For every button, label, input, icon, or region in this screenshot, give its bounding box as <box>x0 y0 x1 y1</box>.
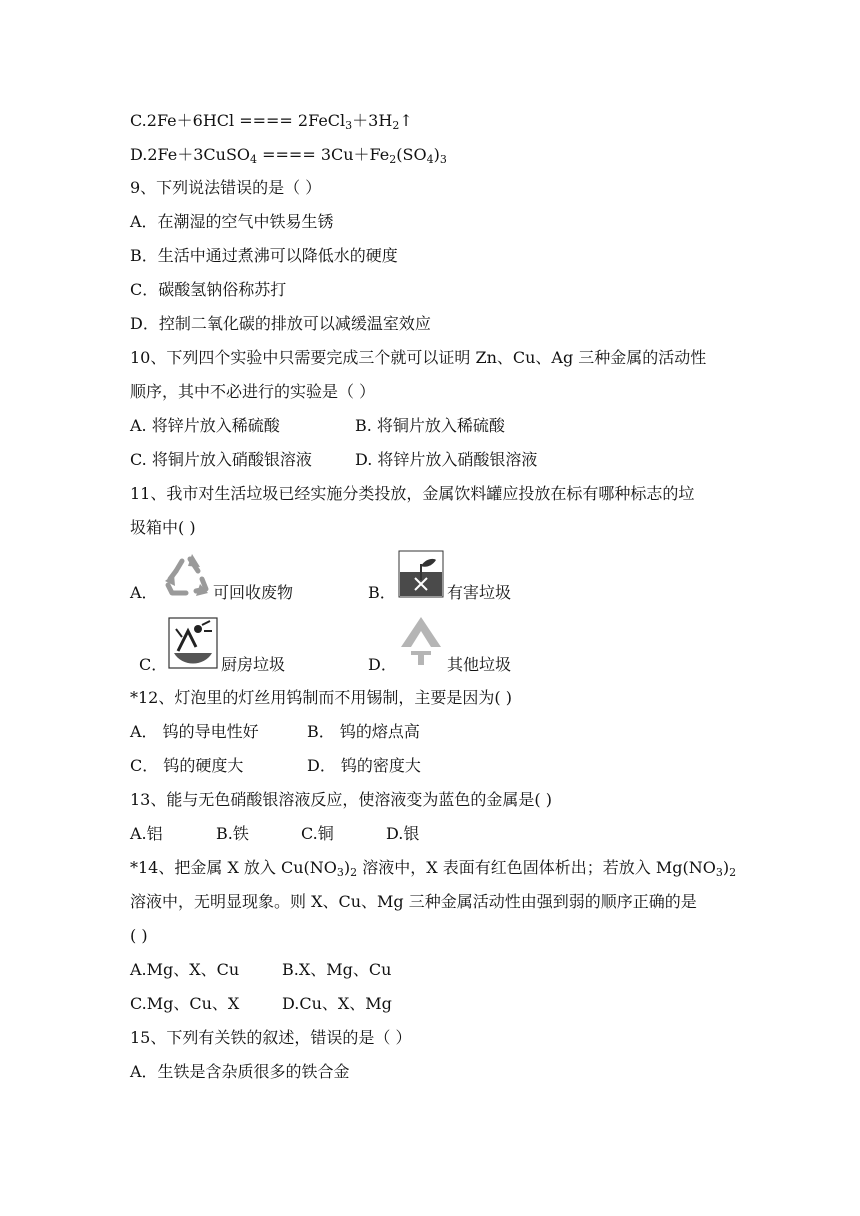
q14-option-c: C.Mg、Cu、X <box>130 994 240 1013</box>
q11-option-c-letter: C． <box>139 655 168 674</box>
q11-option-c-label: 厨房垃圾 <box>221 655 286 674</box>
q10-stem-line1: 10、下列四个实验中只需要完成三个就可以证明 Zn、Cu、Ag 三种金属的活动性 <box>130 348 707 367</box>
subscript: 4 <box>250 153 258 166</box>
q13-option-a: A.铝 <box>130 824 163 843</box>
q12-option-b: B． 钨的熔点高 <box>307 722 420 741</box>
q8-option-c <box>130 111 413 131</box>
subscript: 3 <box>336 866 344 879</box>
q12-option-d: D． 钨的密度大 <box>307 756 421 775</box>
q13-option-b: B.铁 <box>216 824 249 843</box>
q14-option-a: A.Mg、X、Cu <box>130 960 240 979</box>
q8-d-text-4: ) <box>433 145 440 164</box>
q8-option-d <box>130 145 447 165</box>
q15-stem: 15、下列有关铁的叙述，错误的是（ ） <box>130 1028 412 1047</box>
q8-d-text-2: ==== 3Cu＋Fe <box>257 145 390 164</box>
q11-option-b-letter: B． <box>368 583 396 602</box>
q10-option-c: C. 将铜片放入硝酸银溶液 <box>130 450 312 469</box>
hazardous-waste-icon <box>398 550 444 598</box>
subscript: 3 <box>439 153 447 166</box>
q8-c-text: C.2Fe＋6HCl ==== 2FeCl <box>130 111 346 130</box>
q13-option-c: C.铜 <box>301 824 334 843</box>
q14-stem-part1: *14、把金属 X 放入 Cu(NO <box>130 858 337 877</box>
q11-option-b-label: 有害垃圾 <box>447 583 512 602</box>
q14-stem-part4: ) <box>722 858 730 877</box>
other-waste-icon <box>397 615 445 667</box>
q10-option-d: D. 将锌片放入硝酸银溶液 <box>355 450 538 469</box>
subscript: 3 <box>345 119 353 132</box>
q11-option-d-letter: D． <box>368 655 397 674</box>
q9-option-c: C．碳酸氢钠俗称苏打 <box>130 280 287 299</box>
q9-option-a: A．在潮湿的空气中铁易生锈 <box>130 212 334 231</box>
gas-arrow: ↑ <box>399 111 413 130</box>
kitchen-waste-icon <box>168 617 218 669</box>
q12-option-c: C． 钨的硬度大 <box>130 756 244 775</box>
q8-c-text-2: ＋3H <box>352 111 393 130</box>
q13-option-d: D.银 <box>386 824 420 843</box>
q14-stem-part3: 溶液中，X 表面有红色固体析出；若放入 Mg(NO <box>357 858 716 877</box>
q14-option-b: B.X、Mg、Cu <box>282 960 392 979</box>
q14-stem-line3: ( ) <box>130 926 148 945</box>
q10-option-b: B. 将铜片放入稀硫酸 <box>355 416 505 435</box>
q14-stem-line2: 溶液中，无明显现象。则 X、Cu、Mg 三种金属活动性由强到弱的顺序正确的是 <box>130 892 697 911</box>
q10-option-a: A. 将锌片放入稀硫酸 <box>130 416 280 435</box>
q9-stem: 9、下列说法错误的是（ ） <box>130 178 322 197</box>
q9-option-b: B．生活中通过煮沸可以降低水的硬度 <box>130 246 398 265</box>
q15-option-a: A．生铁是含杂质很多的铁合金 <box>130 1062 350 1081</box>
q9-option-d: D．控制二氧化碳的排放可以减缓温室效应 <box>130 314 431 333</box>
q12-option-a: A． 钨的导电性好 <box>130 722 259 741</box>
subscript: 2 <box>392 119 400 132</box>
q13-stem: 13、能与无色硝酸银溶液反应，使溶液变为蓝色的金属是( ) <box>130 790 552 809</box>
recycle-icon <box>162 553 212 599</box>
q14-option-d: D.Cu、X、Mg <box>282 994 392 1013</box>
q8-d-text-3: (SO <box>396 145 427 164</box>
q11-option-a-label: 可回收废物 <box>213 583 294 602</box>
subscript: 2 <box>350 866 358 879</box>
q11-option-d-label: 其他垃圾 <box>447 655 512 674</box>
subscript: 3 <box>715 866 723 879</box>
q14-stem-part2: ) <box>343 858 351 877</box>
q8-d-text: D.2Fe＋3CuSO <box>130 145 251 164</box>
q11-option-a-letter: A． <box>130 583 158 602</box>
q12-stem: *12、灯泡里的灯丝用钨制而不用锡制，主要是因为( ) <box>130 688 512 707</box>
q11-stem-line1: 11、我市对生活垃圾已经实施分类投放，金属饮料罐应投放在标有哪种标志的垃 <box>130 484 695 503</box>
subscript: 2 <box>729 866 737 879</box>
q14-stem-line1 <box>130 858 736 878</box>
subscript: 2 <box>389 153 397 166</box>
q10-stem-line2: 顺序，其中不必进行的实验是（ ） <box>130 382 376 401</box>
subscript: 4 <box>426 153 434 166</box>
q11-stem-line2: 圾箱中( ) <box>130 518 196 537</box>
